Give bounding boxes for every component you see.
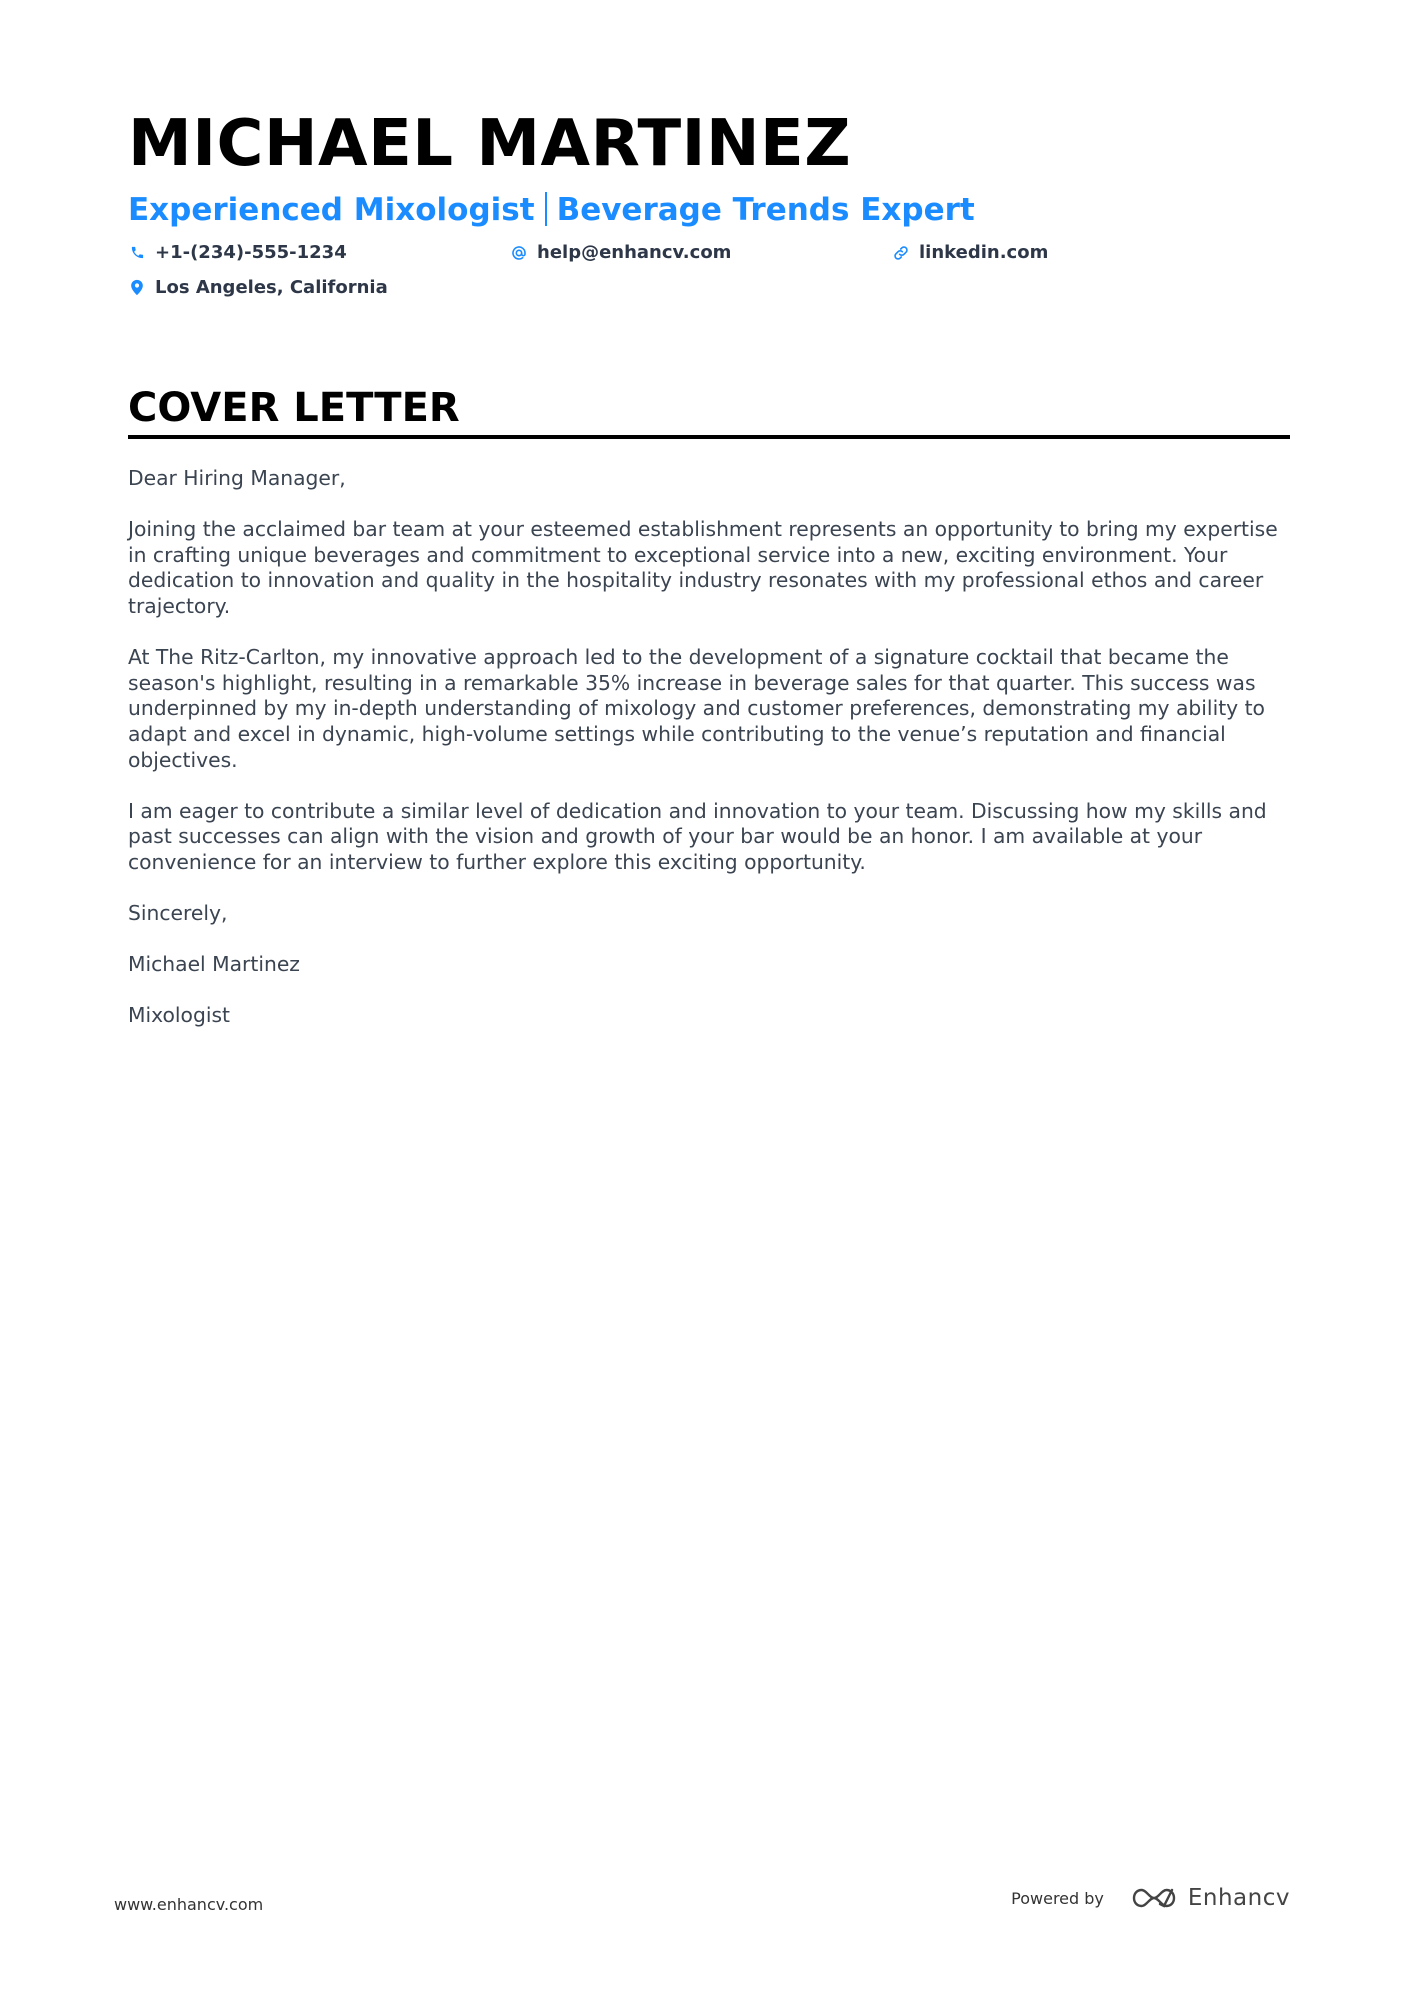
- brand-name: Enhancv: [1187, 1885, 1290, 1911]
- link-icon: [892, 244, 910, 262]
- section-title: COVER LETTER: [128, 385, 460, 431]
- signature-title: Mixologist: [128, 1003, 230, 1028]
- contact-email-value[interactable]: help@enhancv.com: [537, 242, 732, 263]
- location-pin-icon: [128, 279, 146, 297]
- contact-email: [510, 242, 731, 263]
- letter-body: [128, 466, 1293, 1055]
- at-icon: [510, 244, 528, 262]
- letter-closing: Sincerely,: [128, 901, 228, 926]
- letter-paragraph: Joining the acclaimed bar team at your esteemed establishment represents an opportunity to bring my expertise in crafting unique beverages and commitment to exceptional service into a new, exciting environment. Your dedication to innovation and quality in the hospitality industry resonates with my professional ethos and career trajectory.: [128, 517, 1278, 618]
- contact-phone: [128, 242, 347, 263]
- powered-by-label: Powered by: [1011, 1888, 1104, 1908]
- candidate-headline: [128, 192, 975, 227]
- footer-brand: [1011, 1884, 1290, 1912]
- headline-specialty: Beverage Trends Expert: [556, 192, 975, 228]
- letter-salutation: Dear Hiring Manager,: [128, 466, 346, 490]
- enhancv-logo-icon: [1130, 1884, 1178, 1912]
- contact-location-value: Los Angeles, California: [155, 277, 388, 298]
- headline-separator: [545, 192, 547, 226]
- footer-url[interactable]: www.enhancv.com: [114, 1895, 264, 1914]
- section-divider: [128, 435, 1290, 439]
- letter-paragraph: I am eager to contribute a similar level of dedication and innovation to your team. Discussing how my skills and past successes can align with the vision and growth of your bar would be an honor. I am available at your convenience for an interview to further explore this exciting opportunity.: [128, 798, 1267, 874]
- signature-name: Michael Martinez: [128, 952, 300, 977]
- contact-link: [892, 242, 1048, 263]
- contact-phone-value: +1-(234)-555-1234: [155, 242, 347, 263]
- letter-paragraph: At The Ritz-Carlton, my innovative approach led to the development of a signature cocktail that became the season's highlight, resulting in a remarkable 35% increase in beverage sales for that quarter. This success was underpinned by my in-depth understanding of mixology and customer preferences, demonstrating my ability to adapt and excel in dynamic, high-volume settings while contributing to the venue’s reputation and financial objectives.: [128, 645, 1265, 772]
- candidate-name: MICHAEL MARTINEZ: [128, 107, 852, 181]
- headline-role: Experienced Mixologist: [128, 192, 535, 228]
- phone-icon: [128, 244, 146, 262]
- contact-location: [128, 277, 388, 298]
- contact-link-value[interactable]: linkedin.com: [919, 242, 1049, 263]
